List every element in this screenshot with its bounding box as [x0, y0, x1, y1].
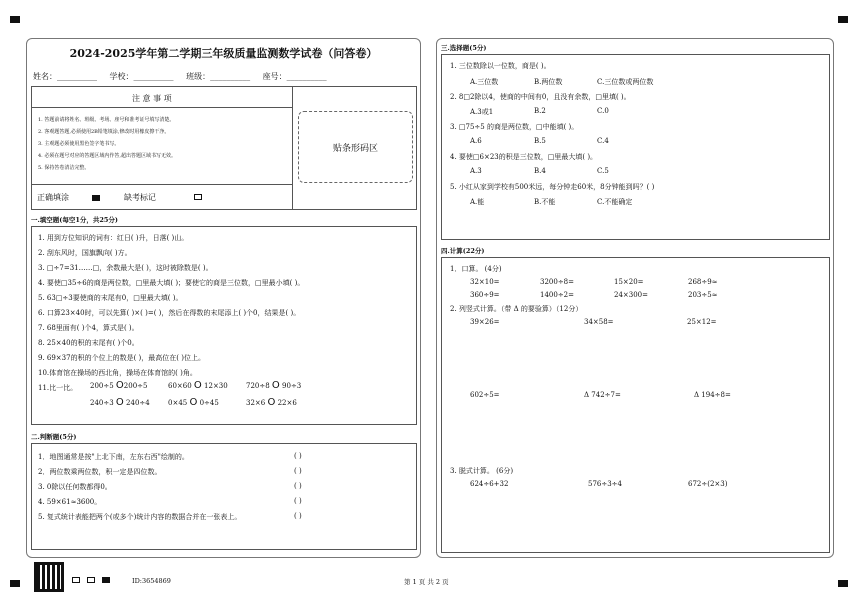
stepwise-calc-label: 3. 脱式计算。 (6分) [450, 467, 514, 475]
class-field[interactable]: 班级：__________ [186, 72, 251, 81]
compare-item: 0×45 O 0÷45 [168, 397, 219, 408]
notice-heading: 注 意 事 项 [132, 94, 172, 103]
section2-heading: 二.判断题(5分) [31, 433, 77, 441]
filled-mark-sample [92, 195, 100, 201]
choice-option[interactable]: A.3或1 [470, 108, 494, 116]
choice-option[interactable]: B.5 [534, 137, 546, 145]
choice-question: 3. □75÷5 的商是两位数，□中能填( )。 [450, 123, 579, 131]
choice-option[interactable]: C.三位数或两位数 [597, 78, 654, 86]
left-panel [26, 38, 421, 558]
choice-option[interactable]: A.能 [470, 198, 485, 206]
oral-calc-item: 15×20= [614, 278, 644, 286]
compare-item: 200÷5 O200÷5 [90, 380, 148, 391]
fill-question: 8. 25×40的积的末尾有( )个0。 [38, 339, 139, 347]
fill-question: 2. 刮东风时，国旗飘向( )方。 [38, 249, 132, 257]
oral-calc-item: 360÷9= [470, 291, 500, 299]
oral-calc-item: 203÷5≈ [688, 291, 718, 299]
vertical-calc-item: 25×12= [687, 318, 717, 326]
name-field[interactable]: 姓名：__________ [33, 72, 97, 81]
section1-heading: 一.填空题(每空1分，共25分) [31, 216, 118, 224]
fill-question: 10.体育馆在操场的西北角，操场在体育馆的( )角。 [38, 369, 197, 377]
choice-question: 2. 8□2除以4，使商的中间有0，且没有余数，□里填( )。 [450, 93, 631, 101]
compare-item: 240÷3 O 240÷4 [90, 397, 150, 408]
vertical-calc-item: Δ 742÷7= [584, 391, 621, 399]
footer-box-icon [72, 577, 80, 583]
page-number: 第 1 页 共 2 页 [404, 578, 449, 586]
notice-box [31, 86, 417, 210]
compare-item: 32×6 O 22×6 [246, 397, 297, 408]
section4-heading: 四.计算(22分) [441, 247, 485, 255]
choice-option[interactable]: C.不能确定 [597, 198, 633, 206]
fill-question: 1. 用到方位知识的词有：红日( )升，日落( )山。 [38, 234, 189, 242]
fill-question: 7. 68里面有( )个4，算式是( )。 [38, 324, 139, 332]
choice-option[interactable]: A.6 [470, 137, 482, 145]
oral-calc-item: 32×10= [470, 278, 500, 286]
judge-question: 2．两位数乘两位数，积一定是四位数。 [38, 468, 162, 476]
oral-calc-label: 1．口算。 (4分) [450, 265, 502, 273]
corner-mark-tr [838, 16, 848, 23]
notice-item: 3. 主观题必须使用黑色签字笔书写。 [38, 141, 120, 147]
stepwise-calc-item: 624÷6+32 [470, 480, 509, 488]
section4-box [441, 257, 830, 553]
exam-id: ID:3654869 [132, 577, 171, 585]
choice-option[interactable]: B.2 [534, 107, 546, 115]
vertical-calc-item: 602÷5= [470, 391, 500, 399]
notice-item: 1. 答题前请将姓名、班级、考场、座号和准考证号填写清楚。 [38, 117, 175, 123]
judge-answer-blank[interactable]: ( ) [294, 512, 302, 520]
judge-answer-blank[interactable]: ( ) [294, 452, 302, 460]
judge-answer-blank[interactable]: ( ) [294, 482, 302, 490]
oral-calc-item: 268÷9≈ [688, 278, 718, 286]
choice-option[interactable]: C.5 [597, 167, 609, 175]
school-field[interactable]: 学校：__________ [109, 72, 174, 81]
fill-label: 正确填涂 [37, 193, 69, 202]
judge-question: 1．地图通常是按"上北下南，左东右西"绘制的。 [38, 453, 189, 461]
footer-box-icon [87, 577, 95, 583]
fill-question: 5. 63□÷3要使商的末尾有0，□里最大填( )。 [38, 294, 183, 302]
corner-mark-br [838, 580, 848, 587]
compare-item: 60×60 O 12×30 [168, 380, 228, 391]
oral-calc-item: 1400÷2= [540, 291, 574, 299]
oral-calc-item: 24×300= [614, 291, 648, 299]
compare-item: 720÷8 O 90÷3 [246, 380, 302, 391]
vertical-calc-item: 39×26= [470, 318, 500, 326]
choice-option[interactable]: A.3 [470, 167, 482, 175]
fill-question: 4. 要使□35÷6的商是两位数，□里最大填( )；要使它的商是三位数，□里最小填( )。 [38, 279, 305, 287]
section1-box [31, 226, 417, 425]
choice-question: 5. 小红从家到学校有500米远，每分钟走60米，8分钟能到吗？( ) [450, 183, 655, 191]
fill-question: 3. □÷7=31……□，余数最大是( )，这时被除数是( )。 [38, 264, 213, 272]
compare-label: 11.比一比。 [38, 384, 78, 392]
section3-heading: 三.选择题(5分) [441, 44, 487, 52]
vertical-calc-label: 2. 列竖式计算。（带 Δ 的要验算）（12分） [450, 305, 583, 313]
notice-item: 4. 必须在题号对应的答题区域内作答,超出答题区域书写无效。 [38, 153, 176, 159]
oral-calc-item: 3200÷8= [540, 278, 574, 286]
missing-exam-checkbox[interactable] [194, 194, 202, 200]
corner-mark-tl [10, 16, 20, 23]
qr-code-icon [34, 562, 64, 592]
judge-question: 4. 59×61≈3600。 [38, 498, 102, 506]
stepwise-calc-item: 672÷(2×3) [688, 480, 728, 488]
notice-item: 2. 客观题答题,必须使用2B铅笔填涂,修改时用橡皮擦干净。 [38, 129, 170, 135]
choice-question: 4. 要使□6×23的积是三位数，□里最大填( )。 [450, 153, 598, 161]
vertical-calc-item: Δ 194÷8= [694, 391, 731, 399]
fill-question: 9. 69×37的积的个位上的数是( )，最高位在( )位上。 [38, 354, 205, 362]
notice-item: 5. 保持答卷清洁完整。 [38, 165, 90, 171]
missing-label: 缺考标记 [124, 193, 156, 202]
judge-question: 5. 复式统计表能把两个(或多个)统计内容的数据合并在一张表上。 [38, 513, 242, 521]
choice-option[interactable]: C.4 [597, 137, 609, 145]
choice-option[interactable]: B.4 [534, 167, 546, 175]
right-panel [436, 38, 834, 558]
section2-box [31, 443, 417, 550]
choice-option[interactable]: B.不能 [534, 198, 556, 206]
choice-option[interactable]: A.三位数 [470, 78, 499, 86]
stepwise-calc-item: 576÷3÷4 [588, 480, 622, 488]
footer-filled-box-icon [102, 577, 110, 583]
choice-option[interactable]: B.两位数 [534, 78, 563, 86]
choice-option[interactable]: C.0 [597, 107, 609, 115]
judge-question: 3. 0除以任何数都得0。 [38, 483, 112, 491]
section3-box [441, 54, 830, 240]
fill-question: 6. 口算23×40时，可以先算( )×( )=( )，然后在得数的末尾添上( )个0，结果是( )。 [38, 309, 301, 317]
choice-question: 1. 三位数除以一位数，商是( )。 [450, 62, 551, 70]
seat-field[interactable]: 座号：__________ [262, 72, 327, 81]
vertical-calc-item: 34×58= [584, 318, 614, 326]
judge-answer-blank[interactable]: ( ) [294, 497, 302, 505]
judge-answer-blank[interactable]: ( ) [294, 467, 302, 475]
page-title: 2024-2025学年第二学期三年级质量监测数学试卷（问答卷） [69, 47, 378, 60]
student-info-fields [33, 71, 337, 82]
barcode-area: 贴条形码区 [298, 111, 413, 183]
corner-mark-bl [10, 580, 20, 587]
